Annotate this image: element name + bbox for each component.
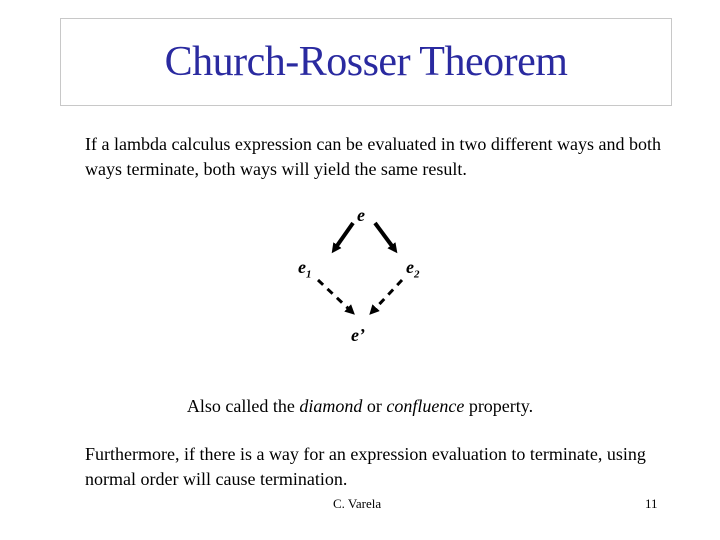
node-e: e <box>357 205 365 225</box>
theorem-statement: If a lambda calculus expression can be evaluated in two different ways and both ways terminate, both ways will yield the same result. <box>85 134 661 179</box>
arrow-e-to-e2 <box>375 223 395 250</box>
dashed-arrow-e2-to-eprime <box>372 280 402 312</box>
footer-author: C. Varela <box>333 496 382 511</box>
node-e1 <box>298 258 312 284</box>
page-number: 11 <box>645 496 658 511</box>
normal-order-statement: Furthermore, if there is a way for an expression evaluation to terminate, using normal order will cause termination. <box>85 444 646 489</box>
node-e1-subscript: 1 <box>306 268 312 281</box>
node-e2 <box>406 258 420 284</box>
node-e1-base: e <box>298 257 306 277</box>
node-e2-base: e <box>406 257 414 277</box>
arrow-e-to-e1 <box>334 223 353 250</box>
caption-term-confluence: confluence <box>386 396 465 416</box>
caption-middle: or <box>362 396 387 416</box>
node-e2-subscript: 2 <box>414 268 420 281</box>
node-e-prime: e’ <box>351 325 365 345</box>
diamond-caption <box>0 396 720 417</box>
slide-title: Church-Rosser Theorem <box>164 39 568 85</box>
dashed-arrow-e1-to-eprime <box>318 280 352 312</box>
caption-suffix: property. <box>464 396 534 416</box>
caption-prefix: Also called the <box>186 396 300 416</box>
caption-term-diamond: diamond <box>299 396 363 416</box>
